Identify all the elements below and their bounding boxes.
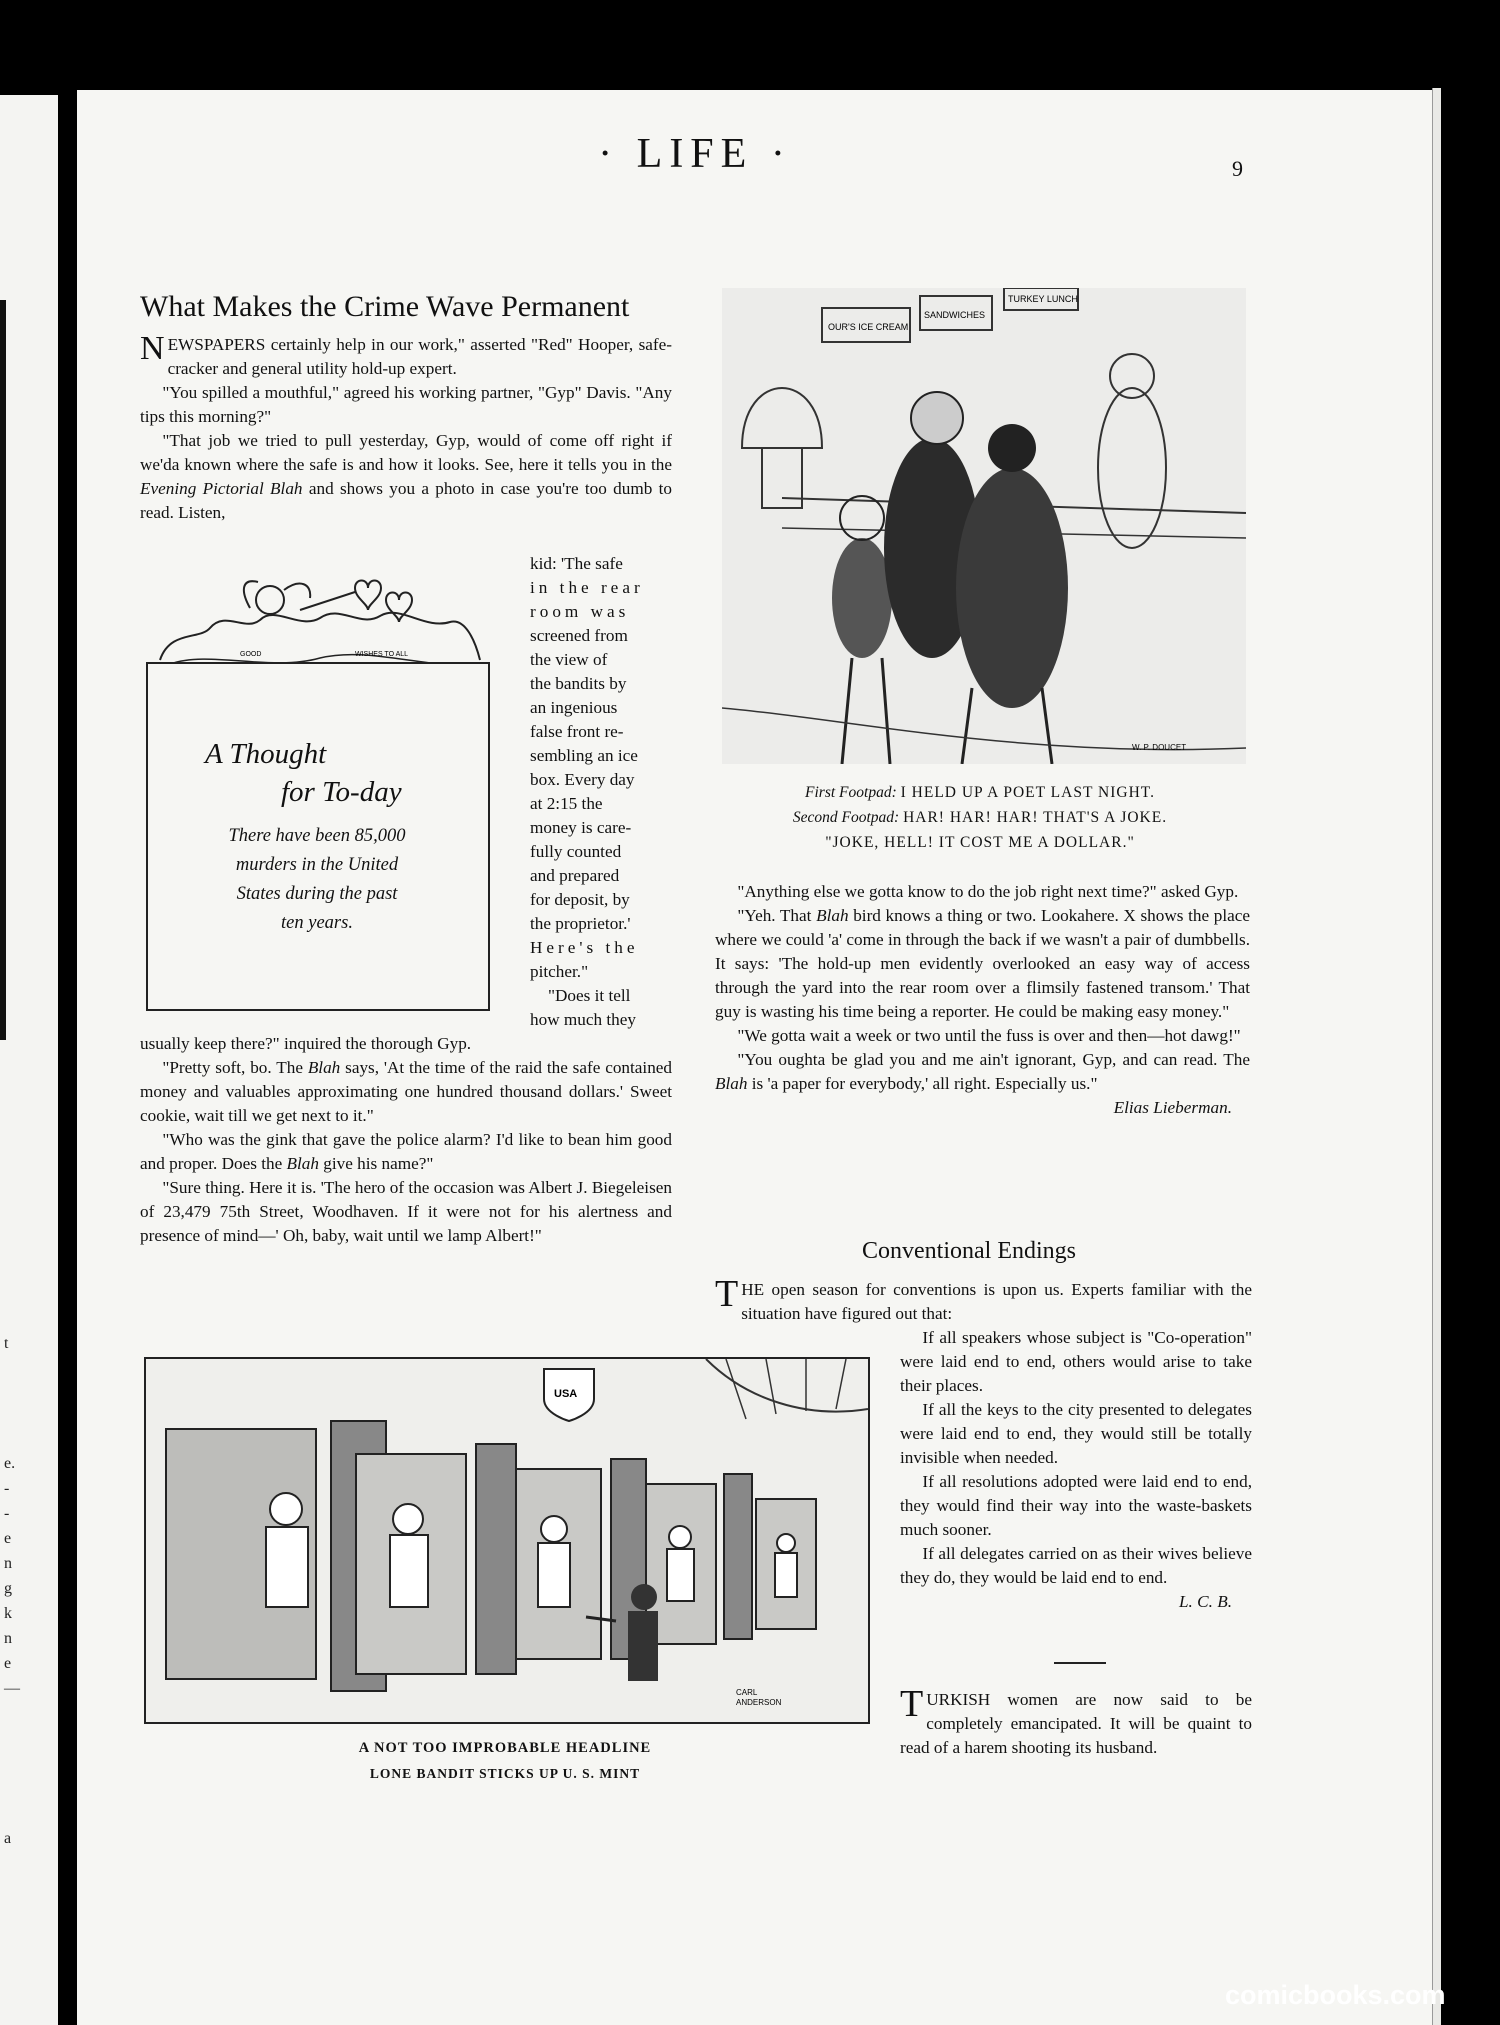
article-author: Elias Lieberman.	[1113, 1098, 1232, 1117]
article-column-top	[140, 330, 673, 525]
left-fragment: n	[4, 1630, 12, 1647]
mint-emblem-text: USA	[554, 1388, 578, 1400]
article-column-right	[715, 880, 1250, 1120]
ornament-ribbon-text: WISHES TO ALL	[355, 651, 409, 658]
article-paragraph: "Yeh. That Blah bird knows a thing or two. Lookahere. X shows the place where we could 'a' come in through the back if we wasn't a pair of dumbbells. It says: 'The hold-up men evidently overlooked an easy way of access through the yard into the rear room over a flimsily fastened transom.' That guy is wasting his time being a reporter. He could be making easy money."	[715, 906, 1251, 1021]
left-fragment: e.	[4, 1455, 16, 1472]
left-fragment: e	[4, 1655, 12, 1672]
page-edge	[1432, 88, 1441, 2025]
list-item: If all delegates carried on as their wives believe they do, they would be laid end to end.	[900, 1544, 1252, 1587]
left-fragment: k	[4, 1605, 12, 1622]
drop-cap: T	[900, 1683, 924, 1725]
article-paragraph: "You oughta be glad you and me ain't ignorant, Gyp, and can read. The Blah is 'a paper for everybody,' all right. Especially us."	[715, 1050, 1250, 1093]
turkish-note: TURKISH women are now said to be completely emancipated. It will be quaint to read of a harem shooting its husband.	[900, 1683, 1252, 1757]
cartoon-signature: ANDERSON	[736, 1698, 782, 1707]
article-column-bottom	[140, 1032, 672, 1248]
drop-cap: N	[140, 330, 165, 367]
left-fragment: -	[4, 1480, 10, 1497]
thought-body: There have been 85,000 murders in the United States during the past ten years.	[228, 826, 406, 933]
ornament-ribbon-text: GOOD	[240, 651, 262, 658]
mint-cartoon	[144, 1357, 870, 1724]
article-title: Conventional Endings	[862, 1238, 1076, 1264]
left-fragment: g	[4, 1580, 12, 1597]
cupid-ornament	[150, 560, 485, 678]
article-paragraph: "Pretty soft, bo. The Blah says, 'At the time of the raid the safe contained money and valuables approximating one hundred thousand dollars.' Sweet cookie, wait till we get next to it."	[140, 1058, 673, 1125]
cartoon-signature: CARL	[736, 1688, 758, 1697]
article-author: L. C. B.	[1178, 1592, 1232, 1611]
article-paragraph: "Sure thing. Here it is. 'The hero of the occasion was Albert J. Biegeleisen of 23,479 75th Street, Woodhaven. If it were not for his alertness and presence of mind—' Oh, baby, wait until we lamp Albert!"	[140, 1178, 672, 1245]
conventions-intro: THE open season for conventions is upon us. Experts familiar with the situation have figured out that:	[715, 1273, 1252, 1323]
article-paragraph: "That job we tried to pull yesterday, Gyp, would of come off right if we'da known where the safe is and how it looks. See, here it tells you in the Evening Pictorial Blah and shows you a photo in case you're too dumb to read. Listen,	[140, 431, 673, 522]
left-fragment: t	[4, 1335, 9, 1352]
left-fragment: —	[4, 1680, 20, 1697]
list-item: If all resolutions adopted were laid end to end, they would find their way into the waste-baskets much sooner.	[900, 1472, 1252, 1539]
illustration-caption: First Footpad: I HELD UP A POET LAST NIGHT. Second Footpad: HAR! HAR! HAR! THAT'S A JOKE. "JOKE, HELL! IT COST ME A DOLLAR."	[792, 784, 1168, 851]
artist-signature: W. P. DOUCET	[1132, 743, 1187, 752]
article-narrow-column: kid: 'The safe in the rear room was screened from the view of the bandits by an ingenious false front re- sembling an ice box. Every day at 2:15 the money is care- fully counted and prepared for deposit, by the proprietor.' Here's the pitcher." "Does it tell how much they	[530, 554, 644, 1029]
page-number: 9	[1232, 156, 1243, 181]
left-fragment: -	[4, 1505, 10, 1522]
shop-sign: TURKEY LUNCH	[1008, 294, 1078, 304]
cartoon-caption: A NOT TOO IMPROBABLE HEADLINE LONE BANDIT STICKS UP U. S. MINT	[358, 1740, 652, 1781]
lunch-counter-illustration	[722, 288, 1246, 764]
left-page-border	[0, 300, 6, 1040]
conventions-list	[900, 1326, 1252, 1614]
left-fragment: n	[4, 1555, 12, 1572]
left-page-strip	[0, 95, 58, 2025]
watermark: comicbooks.com	[1225, 1980, 1446, 2010]
thought-title: A Thought for To-day	[205, 738, 402, 808]
article-paragraph: NEWSPAPERS certainly help in our work," asserted "Red" Hooper, safe-cracker and general utility hold-up expert.	[140, 330, 672, 378]
shop-sign: SANDWICHES	[924, 310, 986, 320]
list-item: If all the keys to the city presented to delegates were laid end to end, they would still be totally invisible when needed.	[900, 1400, 1252, 1467]
left-fragment: e	[4, 1530, 12, 1547]
masthead: · LIFE ·	[598, 131, 792, 177]
list-item: If all speakers whose subject is "Co-operation" were laid end to end, others would arise to take their places.	[900, 1328, 1252, 1395]
left-fragment: a	[4, 1830, 12, 1847]
article-paragraph: "Who was the gink that gave the police alarm? I'd like to bean him good and proper. Does the Blah give his name?"	[140, 1130, 672, 1173]
article-title: What Makes the Crime Wave Permanent	[140, 290, 630, 323]
article-paragraph: "You spilled a mouthful," agreed his working partner, "Gyp" Davis. "Any tips this morning?"	[140, 383, 672, 426]
article-paragraph: "We gotta wait a week or two until the fuss is over and then—hot dawg!"	[737, 1026, 1241, 1045]
article-paragraph: usually keep there?" inquired the thorough Gyp.	[140, 1034, 472, 1053]
drop-cap: T	[715, 1273, 739, 1315]
article-paragraph: "Anything else we gotta know to do the job right next time?" asked Gyp.	[737, 882, 1239, 901]
section-divider	[1054, 1662, 1106, 1664]
shop-sign: OUR'S ICE CREAM	[828, 322, 909, 332]
